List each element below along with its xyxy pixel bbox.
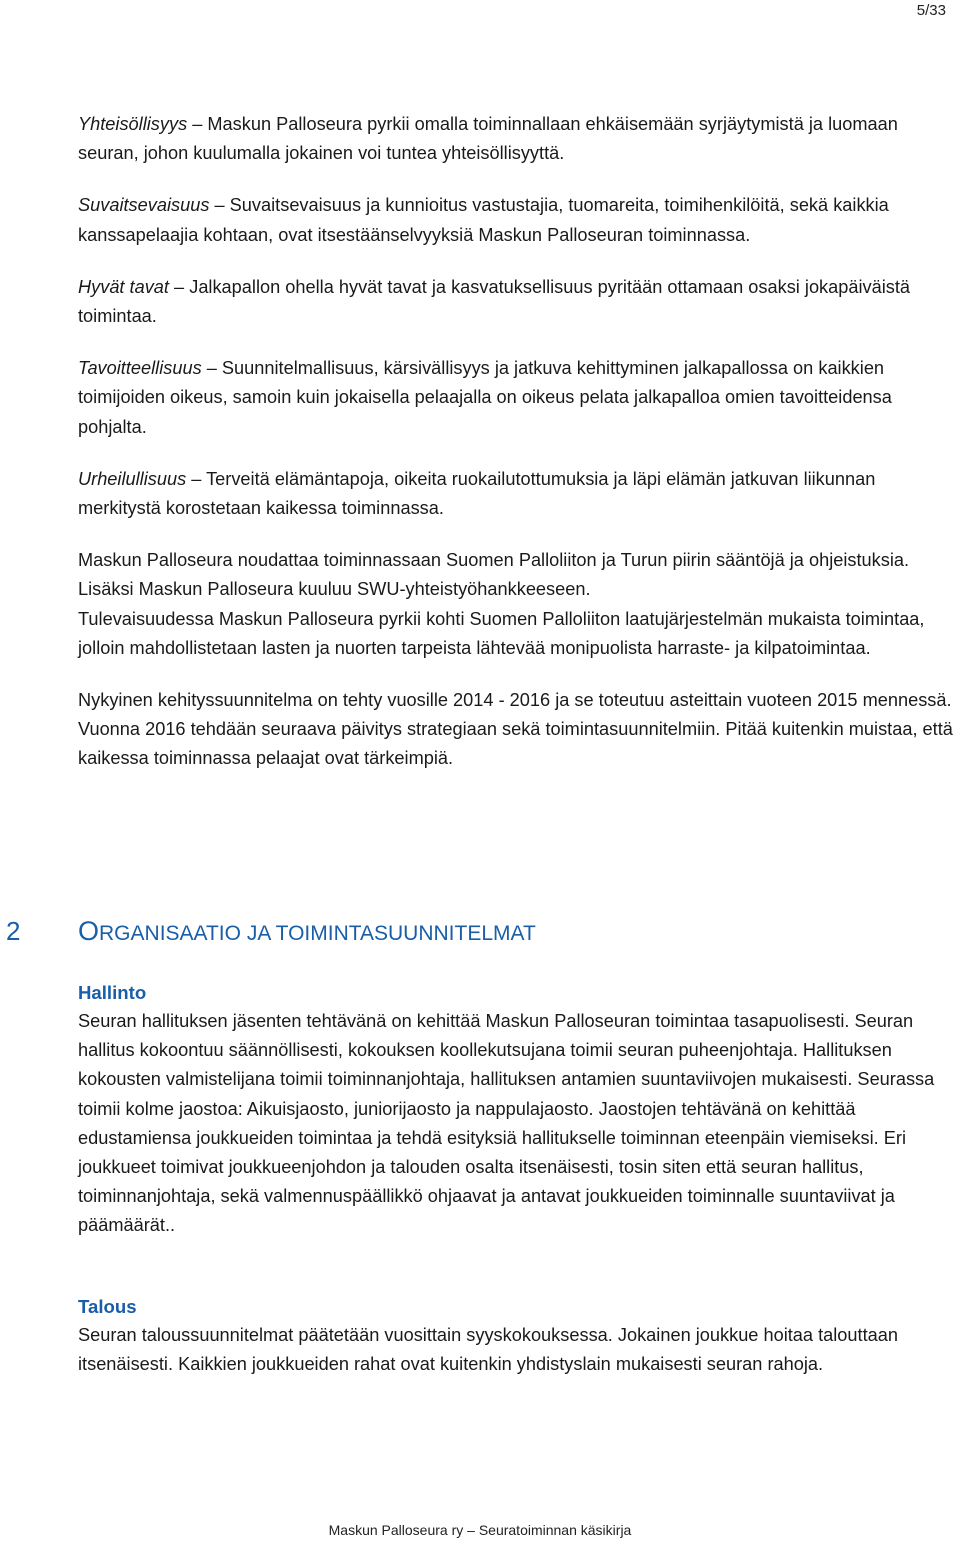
value-text: Maskun Palloseura pyrkii omalla toiminnallaan ehkäisemään syrjäytymistä ja luomaan seuran, johon kuulumalla jokainen voi tuntea yhteisöllisyyttä. (78, 114, 898, 164)
section-number: 2 (6, 916, 21, 946)
page-footer: Maskun Palloseura ry – Seuratoiminnan käsikirja (328, 1522, 632, 1538)
talous-text: Seuran taloussuunnitelmat päätetään vuosittain syyskokouksessa. Jokainen joukkue hoitaa talouttaan itsenäisesti. Kaikkien joukkueiden rahat ovat kuitenkin yhdistyslain mukaisesti seuran rahoja. (78, 1325, 898, 1375)
value-term: Yhteisöllisyys (78, 114, 188, 134)
value-paragraph (78, 191, 958, 249)
dash: – (168, 276, 190, 297)
dash: – (187, 114, 208, 134)
section-heading (6, 916, 536, 947)
values-section (78, 110, 958, 774)
section-title-rest: RGANISAATIO JA TOIMINTASUUNNITELMAT (99, 922, 536, 945)
page-number: 5/33 (916, 2, 946, 19)
future-paragraph: Tulevaisuudessa Maskun Palloseura pyrkii kohti Suomen Palloliiton laatujärjestelmän mukaista toimintaa, jolloin mahdollistetaan lasten ja nuorten tarpeista lähtevää monipuolista harraste- ja kilpatoimintaa. (78, 608, 925, 658)
rules-paragraph: Maskun Palloseura noudattaa toiminnassaan Suomen Palloliiton ja Turun piirin sääntöjä ja ohjeistuksia. Lisäksi Maskun Palloseura kuuluu SWU-yhteistyöhankkeeseen. (78, 550, 910, 600)
dash: – (201, 358, 222, 379)
value-paragraph (78, 273, 958, 331)
hallinto-section (78, 978, 958, 1241)
dash: – (186, 468, 207, 489)
value-term: Suvaitsevaisuus (78, 195, 210, 216)
value-paragraph (78, 465, 958, 523)
value-term: Tavoitteellisuus (78, 358, 202, 379)
value-term: Urheilullisuus (78, 468, 187, 489)
dash: – (209, 195, 230, 216)
value-paragraph (78, 110, 958, 168)
plan-paragraph: Nykyinen kehityssuunnitelma on tehty vuosille 2014 - 2016 ja se toteutuu asteittain vuoteen 2015 mennessä. Vuonna 2016 tehdään seuraava päivitys strategiaan sekä toimintasuunnitelmiin. Pitää kuitenkin muistaa, että kaikessa toiminnassa pelaajat ovat tärkeimpiä. (78, 690, 953, 769)
talous-section (78, 1292, 958, 1379)
talous-heading: Talous (78, 1296, 137, 1317)
hallinto-text: Seuran hallituksen jäsenten tehtävänä on kehittää Maskun Palloseuran toimintaa tasapuolisesti. Seuran hallitus kokoontuu säännöllisesti, kokouksen koollekutsujana toimii seuran puheenjohtaja. Hallituksen kokousten valmistelijana toimii toiminnanjohtaja, hallituksen antamien suuntaviivojen mukaisesti. Seurassa toimii kolme jaostoa: Aikuisjaosto, juniorijaosto ja nappulajaosto. Jaostojen tehtävänä on kehittää edustamiensa joukkueiden toimintaa ja tehdä esityksiä hallitukselle toiminnan eteenpäin viemiseksi. Eri joukkueet toimivat joukkueenjohdon ja talouden osalta itsenäisesti, tosin siten että seuran hallitus, toiminnanjohtaja, sekä valmennuspäällikkö ohjaavat ja antavat joukkueiden toiminnalle suuntaviivat ja päämäärät.. (78, 1011, 935, 1236)
value-text: Terveitä elämäntapoja, oikeita ruokailutottumuksia ja läpi elämän jatkuvan liikunnan merkitystä korostetaan kaikessa toiminnassa. (78, 468, 876, 519)
value-paragraph (78, 354, 958, 442)
value-text: Suvaitsevaisuus ja kunnioitus vastustajia, tuomareita, toimihenkilöitä, sekä kaikkia kanssapelaajia kohtaan, ovat itsestäänselvyyksiä Maskun Palloseuran toiminnassa. (78, 195, 889, 245)
value-text: Suunnitelmallisuus, kärsivällisyys ja jatkuva kehittyminen jalkapallossa on kaikkien toimijoiden oikeus, samoin kuin jokaisella pelaajalla on oikeus pelata jalkapalloa omien tavoitteidensa pohjalta. (78, 358, 892, 437)
section-title-initial: O (78, 916, 100, 946)
value-term: Hyvät tavat (78, 276, 169, 297)
value-text: Jalkapallon ohella hyvät tavat ja kasvatuksellisuus pyritään ottamaan osaksi jokapäiväistä toimintaa. (78, 276, 911, 327)
hallinto-heading: Hallinto (78, 982, 147, 1003)
